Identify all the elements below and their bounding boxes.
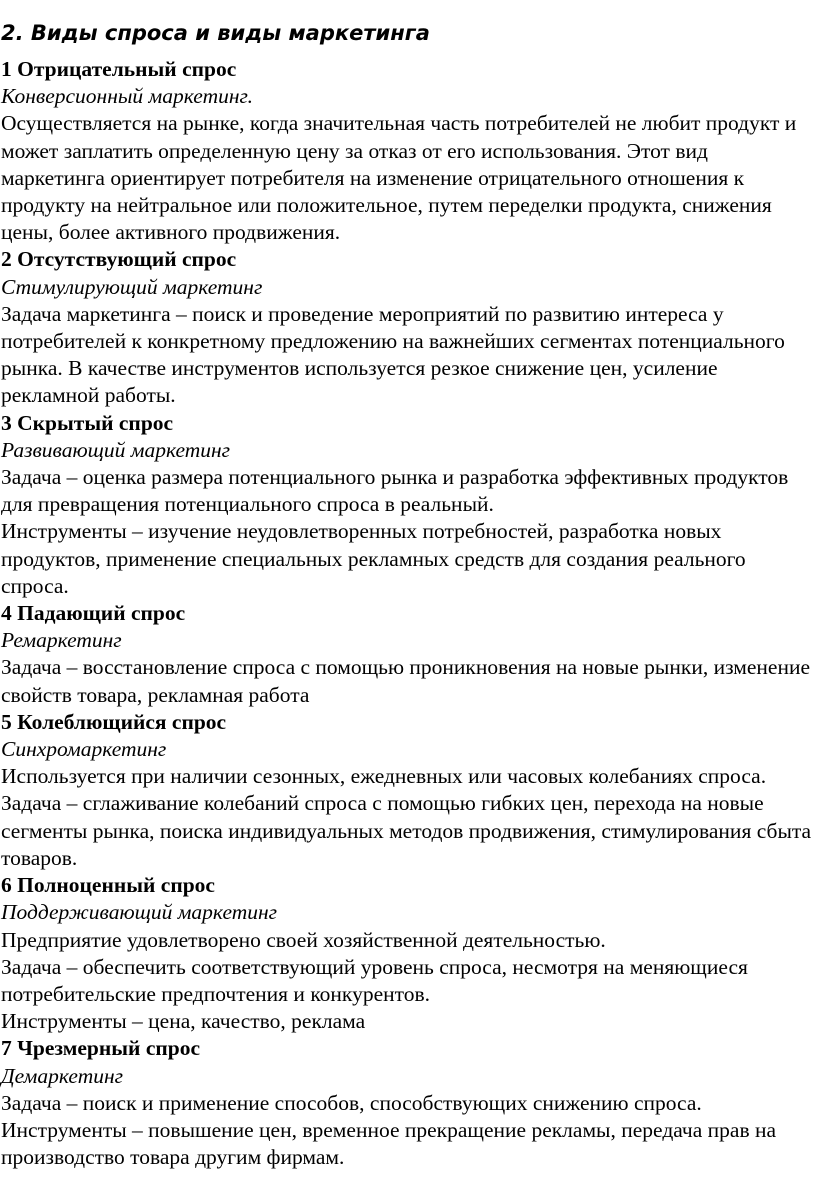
section-1 xyxy=(1,56,815,246)
section-subheading: Развивающий маркетинг xyxy=(1,437,231,462)
section-paragraph: Инструменты – цена, качество, реклама xyxy=(1,1009,366,1034)
section-paragraph: Осуществляется на рынке, когда значительная часть потребителей не любит продукт и может заплатить определенную цену за отказ от его использования. Этот вид маркетинга ориентирует потребителя на изменение отрицательного отношения к продукту на нейтральное или положительное, путем переделки продукта, снижения цены, более активного продвижения. xyxy=(1,111,797,245)
section-heading: 6 Полноценный спрос xyxy=(1,873,215,898)
section-2 xyxy=(1,246,815,409)
section-4 xyxy=(1,600,815,709)
section-heading: 2 Отсутствующий спрос xyxy=(1,247,237,272)
section-paragraph: Задача – обеспечить соответствующий уровень спроса, несмотря на меняющиеся потребительские предпочтения и конкурентов. xyxy=(1,954,748,1006)
section-paragraph: Используется при наличии сезонных, ежедневных или часовых колебаниях спроса. xyxy=(1,764,767,789)
section-subheading: Синхромаркетинг xyxy=(1,737,167,762)
section-subheading: Ремаркетинг xyxy=(1,628,122,653)
section-subheading: Демаркетинг xyxy=(1,1063,124,1088)
section-3 xyxy=(1,410,815,600)
document-page xyxy=(1,16,815,1171)
section-paragraph: Задача – оценка размера потенциального рынка и разработка эффективных продуктов для превращения потенциального спроса в реальный. xyxy=(1,465,789,517)
section-6 xyxy=(1,872,815,1035)
section-heading: 4 Падающий спрос xyxy=(1,601,186,626)
section-5 xyxy=(1,709,815,872)
section-heading: 1 Отрицательный спрос xyxy=(1,57,237,81)
section-paragraph: Инструменты – изучение неудовлетворенных потребностей, разработка новых продуктов, применение специальных рекламных средств для создания реального спроса. xyxy=(1,519,746,598)
section-paragraph: Задача – поиск и применение способов, способствующих снижению спроса. xyxy=(1,1090,702,1115)
section-heading: 7 Чрезмерный спрос xyxy=(1,1036,201,1061)
section-paragraph: Задача – восстановление спроса с помощью проникновения на новые рынки, изменение свойств товара, рекламная работа xyxy=(1,655,811,707)
section-paragraph: Инструменты – повышение цен, временное прекращение рекламы, передача прав на производство товара другим фирмам. xyxy=(1,1117,777,1170)
section-subheading: Стимулирующий маркетинг xyxy=(1,274,263,299)
section-7 xyxy=(1,1035,815,1171)
section-paragraph: Задача – сглаживание колебаний спроса с помощью гибких цен, перехода на новые сегменты рынка, поиска индивидуальных методов продвижения, стимулирования сбыта товаров. xyxy=(1,791,812,870)
section-paragraph: Задача маркетинга – поиск и проведение мероприятий по развитию интереса у потребителей к конкретному предложению на важнейших сегментах потенциального рынка. В качестве инструментов используется резкое снижение цен, усиление рекламной работы. xyxy=(1,301,785,408)
section-subheading: Конверсионный маркетинг. xyxy=(1,84,253,109)
section-heading: 3 Скрытый спрос xyxy=(1,410,174,435)
document-title: 2. Виды спроса и виды маркетинга xyxy=(1,21,430,45)
section-paragraph: Предприятие удовлетворено своей хозяйственной деятельностью. xyxy=(1,927,606,952)
section-subheading: Поддерживающий маркетинг xyxy=(1,900,278,925)
section-heading: 5 Колеблющийся спрос xyxy=(1,709,227,734)
